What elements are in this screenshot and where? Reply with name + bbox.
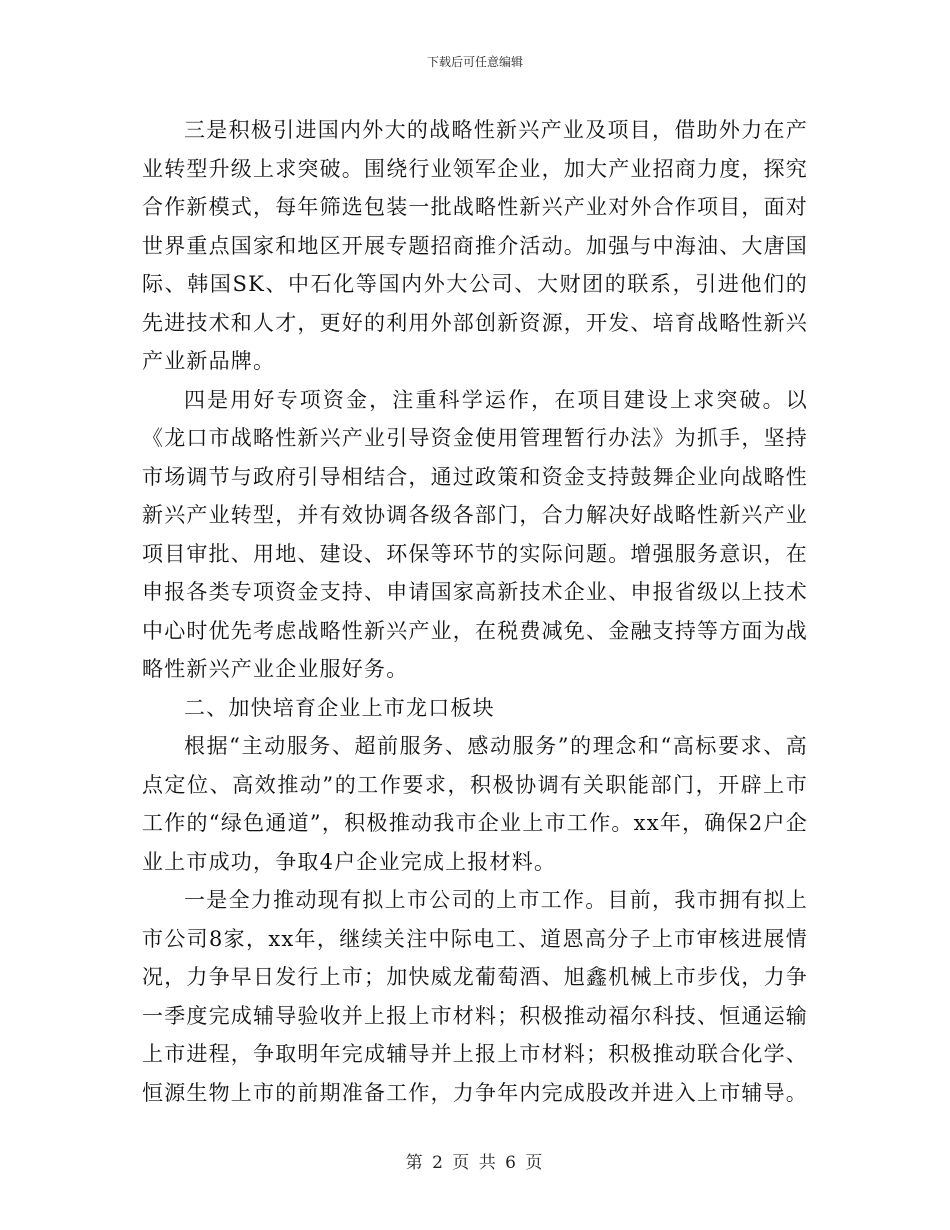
document-body [142,111,808,1112]
page-header-note: 下载后可任意编辑 [426,55,523,69]
paragraph-listing-service: 根据“主动服务、超前服务、感动服务”的理念和“高标要求、高点定位、高效推动”的工作要求，积极协调有关职能部门，开辟上市工作的“绿色通道”，积极推动我市企业上市工作。xx年，确保2户企业上市成功，争取4户企业完成上报材料。 [142,734,808,874]
section-heading-listing: 二、加快培育企业上市龙口板块 [184,695,495,720]
paragraph-special-funds: 四是用好专项资金，注重科学运作，在项目建设上求突破。以《龙口市战略性新兴产业引导资金使用管理暂行办法》为抓手，坚持市场调节与政府引导相结合，通过政策和资金支持鼓舞企业向战略性新兴产业转型，并有效协调各级各部门，合力解决好战略性新兴产业项目审批、用地、建设、环保等环节的实际问题。增强服务意识，在申报各类专项资金支持、申请国家高新技术企业、申报省级以上技术中心时优先考虑战略性新兴产业，在税费减免、金融支持等方面为战略性新兴产业企业服好务。 [142,387,808,681]
page-number-footer: 第 2 页 共 6 页 [405,1153,545,1173]
paragraph-introduce-projects: 三是积极引进国内外大的战略性新兴产业及项目，借助外力在产业转型升级上求突破。围绕行业领军企业，加大产业招商力度，探究合作新模式，每年筛选包装一批战略性新兴产业对外合作项目，面对世界重点国家和地区开展专题招商推介活动。加强与中海油、大唐国际、韩国SK、中石化等国内外大公司、大财团的联系，引进他们的先进技术和人才，更好的利用外部创新资源，开发、培育战略性新兴产业新品牌。 [142,118,808,373]
paragraph-listing-companies: 一是全力推动现有拟上市公司的上市工作。目前，我市拥有拟上市公司8家，xx年，继续关注中际电工、道恩高分子上市审核进展情况，力争早日发行上市；加快威龙葡萄酒、旭鑫机械上市步伐，力争一季度完成辅导验收并上报上市材料；积极推动福尔科技、恒通运输上市进程，争取明年完成辅导并上报上市材料；积极推动联合化学、恒源生物上市的前期准备工作，力争年内完成股改并进入上市辅导。 [142,888,808,1105]
